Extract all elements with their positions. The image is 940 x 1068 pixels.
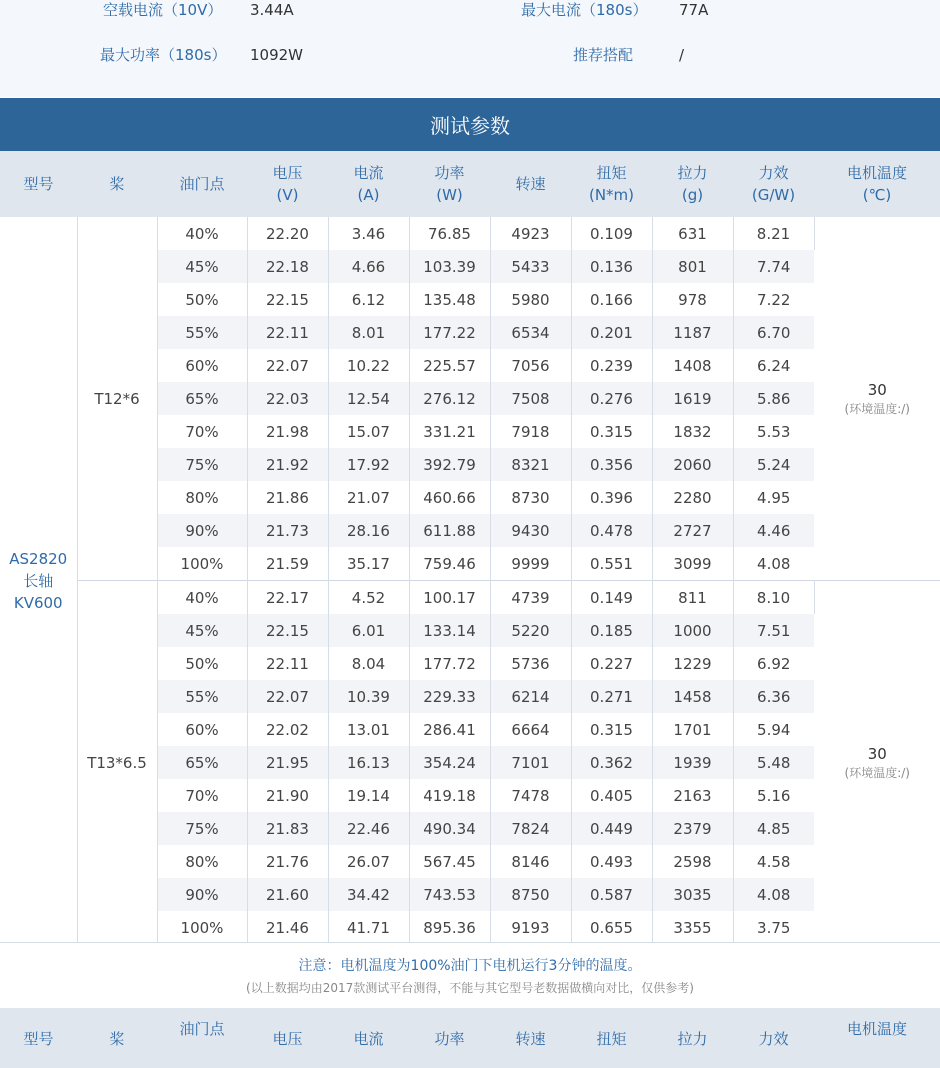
max-current-value: 77A [679, 0, 708, 20]
data-cell: 6.92 [733, 647, 814, 680]
data-cell: 6.24 [733, 349, 814, 382]
data-cell: 1408 [652, 349, 733, 382]
data-cell: 2280 [652, 481, 733, 514]
data-cell: 0.587 [571, 878, 652, 911]
data-cell: 0.362 [571, 746, 652, 779]
data-cell: 45% [157, 250, 247, 283]
data-cell: 0.449 [571, 812, 652, 845]
data-cell: 5433 [490, 250, 571, 283]
data-cell: 22.07 [247, 349, 328, 382]
data-cell: 276.12 [409, 382, 490, 415]
motor-temp-cell [814, 217, 940, 581]
data-cell: 5220 [490, 614, 571, 647]
spec-panel [0, 0, 940, 97]
data-cell: 7478 [490, 779, 571, 812]
data-cell: 5.24 [733, 448, 814, 481]
data-cell: 631 [652, 217, 733, 250]
data-cell: 8750 [490, 878, 571, 911]
data-cell: 0.271 [571, 680, 652, 713]
data-cell: 0.493 [571, 845, 652, 878]
data-cell: 50% [157, 647, 247, 680]
max-power-value: 1092W [250, 45, 303, 65]
column-header: 电流 (A) [328, 151, 409, 217]
prop-cell: T12*6 [77, 217, 157, 581]
data-cell: 2379 [652, 812, 733, 845]
data-cell: 135.48 [409, 283, 490, 316]
data-cell: 3.75 [733, 911, 814, 944]
data-cell: 5.16 [733, 779, 814, 812]
data-cell: 5.94 [733, 713, 814, 746]
column-header: 转速 [490, 151, 571, 217]
data-cell: 41.71 [328, 911, 409, 944]
column-header: 力效 (G/W) [733, 151, 814, 217]
data-cell: 5.53 [733, 415, 814, 448]
data-cell: 759.46 [409, 547, 490, 581]
data-cell: 1701 [652, 713, 733, 746]
recommend-value: / [679, 45, 684, 65]
data-cell: 40% [157, 581, 247, 615]
footnote [0, 942, 940, 1009]
data-cell: 26.07 [328, 845, 409, 878]
data-cell: 75% [157, 448, 247, 481]
data-cell: 22.20 [247, 217, 328, 250]
data-cell: 6534 [490, 316, 571, 349]
column-header: 转速 [490, 1028, 571, 1050]
data-cell: 133.14 [409, 614, 490, 647]
data-cell: 60% [157, 713, 247, 746]
column-header: 功率 [409, 1028, 490, 1050]
data-cell: 21.95 [247, 746, 328, 779]
data-cell: 90% [157, 514, 247, 547]
data-cell: 0.405 [571, 779, 652, 812]
data-cell: 2060 [652, 448, 733, 481]
data-cell: 9193 [490, 911, 571, 944]
data-cell: 1832 [652, 415, 733, 448]
motor-temp-cell [814, 581, 940, 945]
data-cell: 0.227 [571, 647, 652, 680]
footnote-main: 注意：电机温度为100%油门下电机运行3分钟的温度。 [0, 955, 940, 975]
data-cell: 21.86 [247, 481, 328, 514]
data-cell: 103.39 [409, 250, 490, 283]
table-header [0, 151, 940, 217]
data-cell: 0.396 [571, 481, 652, 514]
data-cell: 19.14 [328, 779, 409, 812]
data-cell: 12.54 [328, 382, 409, 415]
data-cell: 7918 [490, 415, 571, 448]
data-cell: 743.53 [409, 878, 490, 911]
data-cell: 4.58 [733, 845, 814, 878]
data-cell: 8321 [490, 448, 571, 481]
data-cell: 0.109 [571, 217, 652, 250]
data-cell: 100% [157, 911, 247, 944]
data-cell: 2727 [652, 514, 733, 547]
data-cell: 6.70 [733, 316, 814, 349]
data-cell: 22.03 [247, 382, 328, 415]
column-header: 扭矩 [571, 1028, 652, 1050]
data-cell: 7824 [490, 812, 571, 845]
data-cell: 1000 [652, 614, 733, 647]
data-cell: 0.478 [571, 514, 652, 547]
data-cell: 21.76 [247, 845, 328, 878]
data-cell: 6664 [490, 713, 571, 746]
data-cell: 4.95 [733, 481, 814, 514]
data-cell: 0.276 [571, 382, 652, 415]
column-header: 电机温度 (℃) [814, 151, 940, 217]
data-cell: 22.07 [247, 680, 328, 713]
data-cell: 331.21 [409, 415, 490, 448]
prop-cell: T13*6.5 [77, 581, 157, 945]
data-cell: 9999 [490, 547, 571, 581]
data-cell: 21.83 [247, 812, 328, 845]
data-cell: 70% [157, 415, 247, 448]
data-cell: 1619 [652, 382, 733, 415]
max-current-label: 最大电流（180s） [521, 0, 647, 20]
data-cell: 7.22 [733, 283, 814, 316]
data-cell: 0.149 [571, 581, 652, 615]
data-cell: 6.01 [328, 614, 409, 647]
data-cell: 100.17 [409, 581, 490, 615]
next-table-header [0, 1008, 940, 1068]
data-cell: 0.185 [571, 614, 652, 647]
data-cell: 4.85 [733, 812, 814, 845]
column-header: 桨 [77, 1028, 157, 1050]
data-cell: 419.18 [409, 779, 490, 812]
data-cell: 5.86 [733, 382, 814, 415]
ambient-temp-note: (环境温度:/) [815, 400, 940, 418]
data-cell: 1229 [652, 647, 733, 680]
data-cell: 16.13 [328, 746, 409, 779]
data-cell: 6214 [490, 680, 571, 713]
data-cell: 801 [652, 250, 733, 283]
data-cell: 1939 [652, 746, 733, 779]
section-title: 测试参数 [0, 98, 940, 151]
column-header: 力效 [733, 1028, 814, 1050]
data-cell: 21.07 [328, 481, 409, 514]
test-data-table [0, 151, 940, 944]
data-cell: 7056 [490, 349, 571, 382]
data-cell: 978 [652, 283, 733, 316]
data-cell: 0.356 [571, 448, 652, 481]
data-cell: 80% [157, 845, 247, 878]
column-header: 拉力 (g) [652, 151, 733, 217]
data-cell: 225.57 [409, 349, 490, 382]
column-header: 电压 (V) [247, 151, 328, 217]
data-cell: 70% [157, 779, 247, 812]
data-cell: 21.92 [247, 448, 328, 481]
data-cell: 15.07 [328, 415, 409, 448]
data-cell: 0.166 [571, 283, 652, 316]
data-cell: 50% [157, 283, 247, 316]
motor-temp-value: 30 [815, 744, 940, 764]
column-header: 扭矩 (N*m) [571, 151, 652, 217]
data-cell: 895.36 [409, 911, 490, 944]
idle-current-label: 空载电流（10V） [103, 0, 222, 20]
column-header: 油门点 [157, 1018, 247, 1040]
data-cell: 10.39 [328, 680, 409, 713]
data-cell: 286.41 [409, 713, 490, 746]
data-cell: 10.22 [328, 349, 409, 382]
data-cell: 177.72 [409, 647, 490, 680]
data-cell: 567.45 [409, 845, 490, 878]
data-cell: 3355 [652, 911, 733, 944]
data-cell: 8.21 [733, 217, 814, 250]
column-header: 电压 [247, 1028, 328, 1050]
data-cell: 22.02 [247, 713, 328, 746]
data-cell: 40% [157, 217, 247, 250]
data-cell: 22.15 [247, 614, 328, 647]
data-cell: 4.08 [733, 878, 814, 911]
data-cell: 229.33 [409, 680, 490, 713]
data-cell: 392.79 [409, 448, 490, 481]
data-cell: 100% [157, 547, 247, 581]
data-cell: 22.11 [247, 647, 328, 680]
data-cell: 0.655 [571, 911, 652, 944]
data-cell: 7.74 [733, 250, 814, 283]
data-cell: 75% [157, 812, 247, 845]
data-cell: 21.59 [247, 547, 328, 581]
data-cell: 22.15 [247, 283, 328, 316]
data-cell: 90% [157, 878, 247, 911]
column-header: 电流 [328, 1028, 409, 1050]
data-cell: 0.136 [571, 250, 652, 283]
data-cell: 45% [157, 614, 247, 647]
data-cell: 7101 [490, 746, 571, 779]
data-cell: 7508 [490, 382, 571, 415]
data-cell: 80% [157, 481, 247, 514]
data-cell: 0.239 [571, 349, 652, 382]
data-cell: 28.16 [328, 514, 409, 547]
data-cell: 1187 [652, 316, 733, 349]
data-cell: 811 [652, 581, 733, 615]
data-cell: 5.48 [733, 746, 814, 779]
data-cell: 7.51 [733, 614, 814, 647]
data-cell: 6.12 [328, 283, 409, 316]
data-cell: 34.42 [328, 878, 409, 911]
data-cell: 9430 [490, 514, 571, 547]
data-cell: 0.315 [571, 713, 652, 746]
data-cell: 65% [157, 382, 247, 415]
data-cell: 60% [157, 349, 247, 382]
data-cell: 22.46 [328, 812, 409, 845]
data-cell: 4739 [490, 581, 571, 615]
data-cell: 21.46 [247, 911, 328, 944]
data-cell: 76.85 [409, 217, 490, 250]
data-cell: 8.04 [328, 647, 409, 680]
data-cell: 6.36 [733, 680, 814, 713]
model-cell: AS2820 长轴 KV600 [0, 217, 77, 944]
data-cell: 490.34 [409, 812, 490, 845]
idle-current-value: 3.44A [250, 0, 294, 20]
data-cell: 3.46 [328, 217, 409, 250]
data-cell: 8.10 [733, 581, 814, 615]
data-cell: 4.46 [733, 514, 814, 547]
data-cell: 22.18 [247, 250, 328, 283]
max-power-label: 最大功率（180s） [100, 45, 226, 65]
data-cell: 65% [157, 746, 247, 779]
column-header: 拉力 [652, 1028, 733, 1050]
data-cell: 611.88 [409, 514, 490, 547]
data-cell: 0.551 [571, 547, 652, 581]
data-cell: 5736 [490, 647, 571, 680]
data-cell: 354.24 [409, 746, 490, 779]
data-cell: 2163 [652, 779, 733, 812]
data-cell: 4923 [490, 217, 571, 250]
data-cell: 21.98 [247, 415, 328, 448]
column-header: 型号 [0, 151, 77, 217]
table-row [0, 581, 940, 615]
column-header: 桨 [77, 151, 157, 217]
data-cell: 21.73 [247, 514, 328, 547]
data-cell: 3035 [652, 878, 733, 911]
data-cell: 8.01 [328, 316, 409, 349]
data-cell: 0.201 [571, 316, 652, 349]
data-cell: 8146 [490, 845, 571, 878]
ambient-temp-note: (环境温度:/) [815, 764, 940, 782]
data-cell: 1458 [652, 680, 733, 713]
data-cell: 17.92 [328, 448, 409, 481]
data-cell: 22.17 [247, 581, 328, 615]
recommend-label: 推荐搭配 [573, 45, 633, 65]
data-cell: 3099 [652, 547, 733, 581]
column-header: 电机温度 [814, 1018, 940, 1040]
data-cell: 4.66 [328, 250, 409, 283]
motor-temp-value: 30 [815, 380, 940, 400]
data-cell: 8730 [490, 481, 571, 514]
data-cell: 5980 [490, 283, 571, 316]
data-cell: 21.60 [247, 878, 328, 911]
data-cell: 4.08 [733, 547, 814, 581]
data-cell: 55% [157, 316, 247, 349]
column-header: 功率 (W) [409, 151, 490, 217]
data-cell: 13.01 [328, 713, 409, 746]
footnote-sub: (以上数据均由2017款测试平台测得，不能与其它型号老数据做横向对比，仅供参考) [0, 979, 940, 996]
column-header: 型号 [0, 1028, 77, 1050]
data-cell: 35.17 [328, 547, 409, 581]
data-cell: 0.315 [571, 415, 652, 448]
data-cell: 22.11 [247, 316, 328, 349]
data-cell: 21.90 [247, 779, 328, 812]
data-cell: 460.66 [409, 481, 490, 514]
column-header: 油门点 [157, 151, 247, 217]
data-cell: 177.22 [409, 316, 490, 349]
table-row [0, 217, 940, 250]
data-cell: 4.52 [328, 581, 409, 615]
data-cell: 55% [157, 680, 247, 713]
data-cell: 2598 [652, 845, 733, 878]
